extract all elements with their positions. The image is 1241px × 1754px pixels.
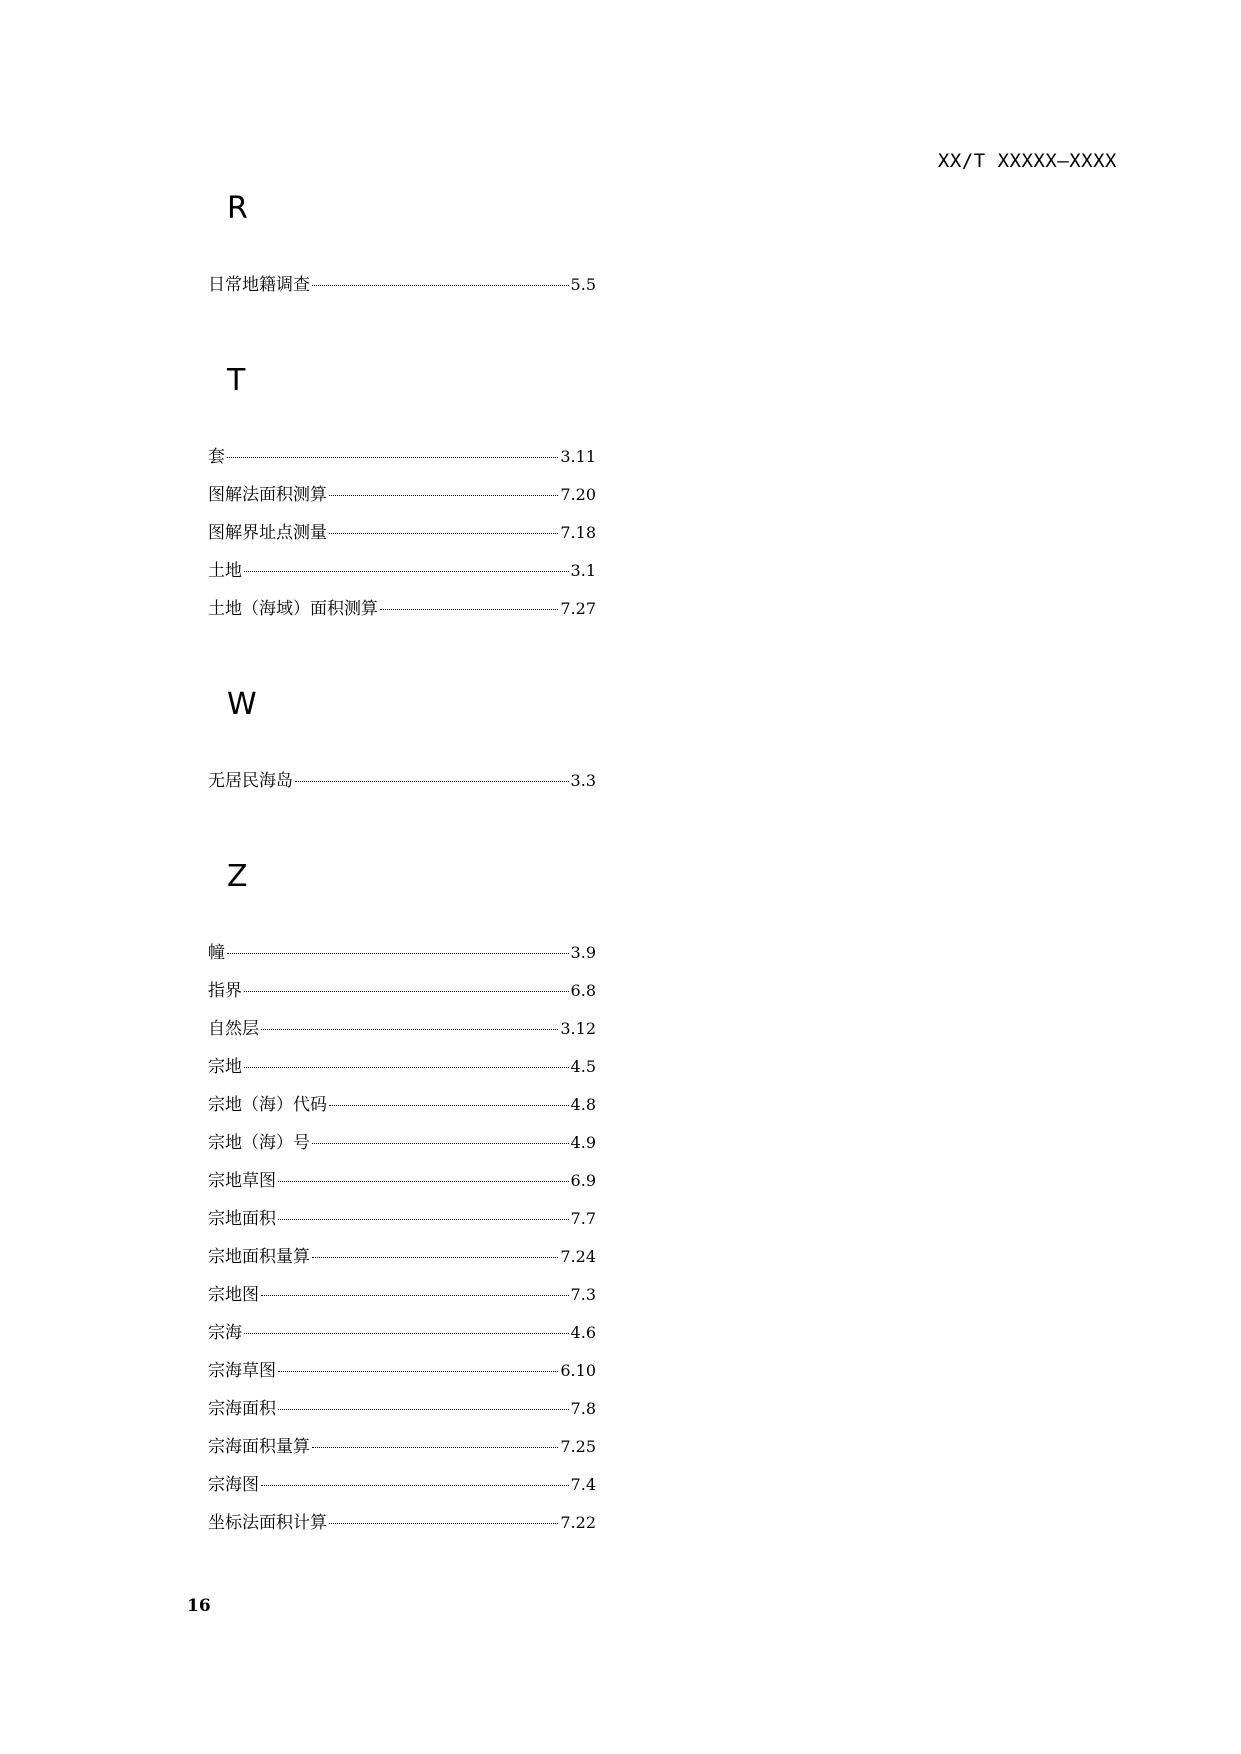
entry-term: 土地 — [208, 561, 242, 581]
dot-leader — [261, 1485, 569, 1486]
entry-term: 宗地（海）代码 — [208, 1095, 327, 1115]
index-section-w — [208, 686, 596, 804]
index-entry — [208, 1394, 596, 1432]
dot-leader — [312, 1447, 558, 1448]
entry-reference: 7.8 — [570, 1399, 596, 1418]
section-spacer — [208, 724, 596, 766]
entry-term: 宗地草图 — [208, 1171, 276, 1191]
dot-leader — [278, 1181, 569, 1182]
entry-term: 图解法面积测算 — [208, 485, 327, 505]
index-entry — [208, 1318, 596, 1356]
entry-reference: 4.5 — [570, 1057, 596, 1076]
section-spacer — [208, 632, 596, 686]
dot-leader — [261, 1295, 569, 1296]
dot-leader — [312, 1257, 558, 1258]
dot-leader — [312, 285, 569, 286]
index-entry — [208, 1432, 596, 1470]
entry-reference: 4.8 — [570, 1095, 596, 1114]
entry-term: 套 — [208, 447, 225, 467]
index-entry — [208, 518, 596, 556]
entry-term: 宗海草图 — [208, 1361, 276, 1381]
entry-reference: 7.18 — [560, 523, 596, 542]
entry-reference: 7.3 — [570, 1285, 596, 1304]
entry-reference: 5.5 — [570, 275, 596, 294]
dot-leader — [244, 1067, 569, 1068]
entry-reference: 7.7 — [570, 1209, 596, 1228]
entry-reference: 6.9 — [570, 1171, 596, 1190]
entry-reference: 6.8 — [570, 981, 596, 1000]
index-entry — [208, 1128, 596, 1166]
index-entry — [208, 270, 596, 308]
section-letter: W — [227, 687, 257, 722]
section-letter: Z — [227, 859, 248, 894]
index-entry — [208, 1052, 596, 1090]
alphabetical-index — [208, 190, 596, 1546]
index-entry — [208, 1090, 596, 1128]
index-entry — [208, 594, 596, 632]
entry-term: 宗地图 — [208, 1285, 259, 1305]
dot-leader — [329, 495, 558, 496]
index-entry — [208, 938, 596, 976]
entry-term: 无居民海岛 — [208, 771, 293, 791]
dot-leader — [227, 457, 558, 458]
dot-leader — [244, 991, 569, 992]
dot-leader — [244, 1333, 569, 1334]
section-spacer — [208, 308, 596, 362]
entry-reference: 3.9 — [570, 943, 596, 962]
index-entry — [208, 556, 596, 594]
entry-reference: 3.1 — [570, 561, 596, 580]
entry-term: 土地（海域）面积测算 — [208, 599, 378, 619]
entry-term: 图解界址点测量 — [208, 523, 327, 543]
index-section-t — [208, 362, 596, 632]
index-entry — [208, 1014, 596, 1052]
entry-reference: 3.3 — [570, 771, 596, 790]
dot-leader — [329, 1523, 558, 1524]
entry-term: 宗海面积量算 — [208, 1437, 310, 1457]
entry-term: 幢 — [208, 943, 225, 963]
entry-term: 宗海图 — [208, 1475, 259, 1495]
entry-reference: 6.10 — [560, 1361, 596, 1380]
index-entry — [208, 1280, 596, 1318]
entry-reference: 7.24 — [560, 1247, 596, 1266]
entry-term: 坐标法面积计算 — [208, 1513, 327, 1533]
index-entry — [208, 1508, 596, 1546]
section-spacer — [208, 804, 596, 858]
dot-leader — [244, 571, 569, 572]
entry-reference: 7.27 — [560, 599, 596, 618]
index-entry — [208, 1356, 596, 1394]
index-entry — [208, 1204, 596, 1242]
dot-leader — [278, 1219, 569, 1220]
dot-leader — [278, 1409, 569, 1410]
dot-leader — [380, 609, 558, 610]
section-letter: T — [227, 363, 246, 398]
entry-term: 日常地籍调查 — [208, 275, 310, 295]
index-entry — [208, 766, 596, 804]
dot-leader — [278, 1371, 558, 1372]
dot-leader — [295, 781, 569, 782]
index-entry — [208, 442, 596, 480]
entry-reference: 7.20 — [560, 485, 596, 504]
entry-reference: 3.11 — [560, 447, 596, 466]
entry-term: 宗地（海）号 — [208, 1133, 310, 1153]
section-spacer — [208, 400, 596, 442]
index-section-z — [208, 858, 596, 1546]
entry-term: 宗海 — [208, 1323, 242, 1343]
dot-leader — [261, 1029, 558, 1030]
entry-term: 宗海面积 — [208, 1399, 276, 1419]
entry-term: 宗地 — [208, 1057, 242, 1077]
dot-leader — [329, 533, 558, 534]
entry-term: 宗地面积 — [208, 1209, 276, 1229]
index-entry — [208, 976, 596, 1014]
entry-term: 宗地面积量算 — [208, 1247, 310, 1267]
index-entry — [208, 480, 596, 518]
dot-leader — [227, 953, 569, 954]
entry-reference: 4.6 — [570, 1323, 596, 1342]
entry-term: 自然层 — [208, 1019, 259, 1039]
entry-reference: 7.4 — [570, 1475, 596, 1494]
entry-term: 指界 — [208, 981, 242, 1001]
index-entry — [208, 1166, 596, 1204]
standard-code: XX/T XXXXX—XXXX — [937, 150, 1117, 172]
section-spacer — [208, 896, 596, 938]
entry-reference: 4.9 — [570, 1133, 596, 1152]
index-entry — [208, 1470, 596, 1508]
dot-leader — [312, 1143, 569, 1144]
dot-leader — [329, 1105, 569, 1106]
index-entry — [208, 1242, 596, 1280]
entry-reference: 7.22 — [560, 1513, 596, 1532]
page-number: 16 — [187, 1596, 211, 1616]
section-letter: R — [227, 191, 248, 226]
entry-reference: 3.12 — [560, 1019, 596, 1038]
section-spacer — [208, 228, 596, 270]
entry-reference: 7.25 — [560, 1437, 596, 1456]
index-section-r — [208, 190, 596, 308]
